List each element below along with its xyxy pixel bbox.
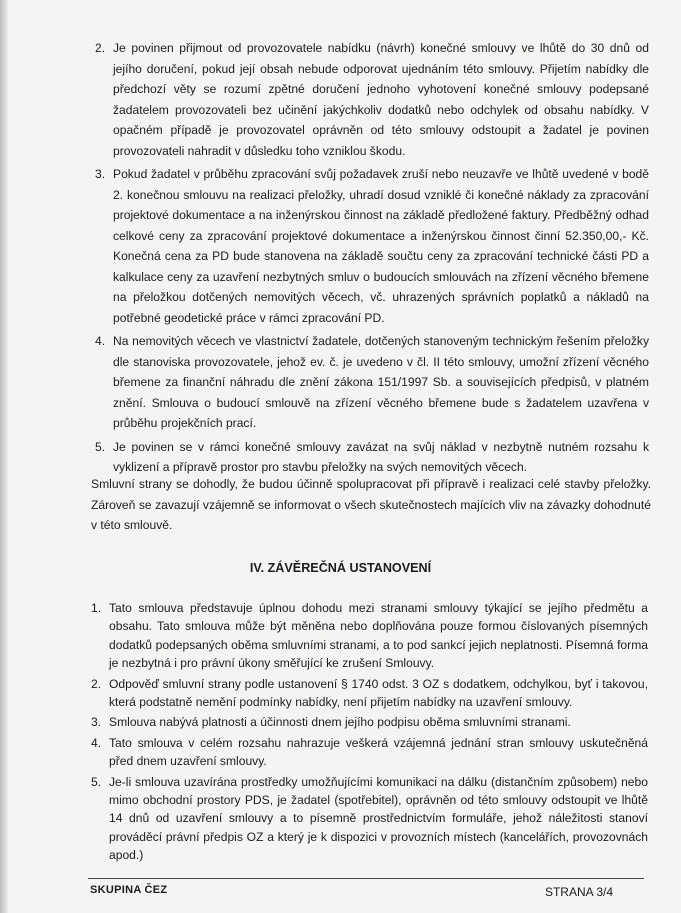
item-number: 1. [91, 601, 102, 615]
list-item [91, 713, 648, 731]
item-number: 4. [95, 334, 106, 348]
list-item [95, 437, 649, 478]
item-text: Pokud žadatel v průběhu zpracování svůj požadavek zruší nebo neuzavře ve lhůtě uvedené v bodě 2. konečnou smlouvu na realizaci přeložky, uhradí dosud vzniklé či konečné náklady za zpracování projektové dokumentace a na inženýrskou činnost na základě předložené faktury. Předběžný odhad celkové ceny za zpracování projektové dokumentace a inženýrskou činnost činní 52.350,00,- Kč. Konečná cena za PD bude stanovena na základě součtu ceny za zpracování technické části PD a kalkulace ceny za uzavření nezbytných smluv o budoucích smlouvách na zřízení věcného břemene na přeložkou dotčených nemovitých věcech, vč. uhrazených správních poplatků a nákladů na potřebné geodetické práce v rámci zpracování PD. [113, 167, 649, 325]
footer-company: SKUPINA ČEZ [90, 884, 168, 896]
list-item [95, 331, 649, 434]
item-text: Je povinen přijmout od provozovatele nabídku (návrh) konečné smlouvy ve lhůtě do 30 dnů od jejího doručení, pokud její obsah nebude odporovat ujednáním této smlouvy. Přijetím nabídky dle předchozí věty se rozumí zpětné doručení jednoho vyhotovení konečné smlouvy podepsané žadatelem provozovateli bez učinění jakýchkoliv dodatků nebo odchylek od obsahu nabídky. V opačném případě je provozovatel oprávněn od této smlouvy odstoupit a žadatel je povinen provozovateli nahradit v důsledku toho vzniklou škodu. [113, 41, 649, 158]
item-text: Na nemovitých věcech ve vlastnictví žadatele, dotčených stanoveným technickým řešením přeložky dle stanoviska provozovatele, jehož ev. č. je uvedeno v čl. II této smlouvy, umožní zřízení věcného břemene za finanční náhradu dle znění zákona 151/1997 Sb. a souvisejících předpisů, v platném znění. Smlouva o budoucí smlouvě na zřízení věcného břemene bude s žadatelem uzavřena v průběhu projekčních prací. [113, 334, 649, 430]
item-number: 5. [91, 774, 102, 789]
list-item [91, 734, 648, 771]
obligations-list [95, 38, 649, 481]
item-text: Smlouva nabývá platnosti a účinnosti dnem jejího podpisu oběma smluvními stranami. [109, 715, 571, 730]
item-number: 2. [95, 41, 106, 55]
item-number: 2. [91, 676, 102, 691]
item-text: Je povinen se v rámci konečné smlouvy zavázat na svůj náklad v nezbytně nutném rozsahu k vyklizení a přípravě prostor pro stavbu přeložky na svých nemovitých věcech. [113, 439, 649, 474]
list-item [91, 675, 648, 712]
item-text: Je-li smlouva uzavírána prostředky umožňujícími komunikaci na dálku (distančním způsobem) nebo mimo obchodní prostory PDS, je žadatel (spotřebitel), oprávněn od této smlouvy odstoupit ve lhůtě 14 dnů od uzavření smlouvy a to písemně prostřednictvím formuláře, jehož náležitosti stanoví prováděcí právní předpis OZ a který je k dispozici v provozních místech (kancelářích, provozovnách apod.) [109, 774, 648, 863]
footer-divider [88, 878, 644, 879]
list-item [91, 599, 648, 673]
item-text: Tato smlouva představuje úplnou dohodu mezi stranami smlouvy týkající se jejího předmětu a obsahu. Tato smlouva může být měněna nebo doplňována pouze formou číslovaných písemných dodatků podepsaných oběma smluvními stranami, a to pod sankcí jejich neplatnosti. Písemná forma je nezbytná i pro právní úkony směřující ke zrušení Smlouvy. [109, 601, 648, 671]
cooperation-paragraph: Smluvní strany se dohodly, že budou účinně spolupracovat při přípravě i realizaci celé stavby přeložky. Zároveň se zavazují vzájemně se informovat o všech skutečnostech majících vliv na závazky dohodnuté v této smlouvě. [91, 477, 651, 533]
page-number: STRANA 3/4 [544, 885, 613, 899]
item-number: 5. [95, 439, 106, 454]
list-item [95, 164, 649, 328]
list-item [95, 38, 649, 161]
item-text: Odpověď smluvní strany podle ustanovení § 1740 odst. 3 OZ s dodatkem, odchylkou, byť i takovou, která podstatně nemění podmínky nabídky, není přijetím nabídky na uzavření smlouvy. [109, 676, 648, 710]
list-item [91, 773, 648, 865]
item-text: Tato smlouva v celém rozsahu nahrazuje veškerá vzájemná jednání stran smlouvy uskutečněná před dnem uzavření smlouvy. [109, 735, 648, 769]
item-number: 3. [95, 167, 106, 181]
final-provisions-list [91, 599, 648, 867]
item-number: 4. [91, 735, 102, 750]
item-number: 3. [91, 715, 102, 730]
section-heading: IV. ZÁVĚREČNÁ USTANOVENÍ [249, 561, 432, 575]
